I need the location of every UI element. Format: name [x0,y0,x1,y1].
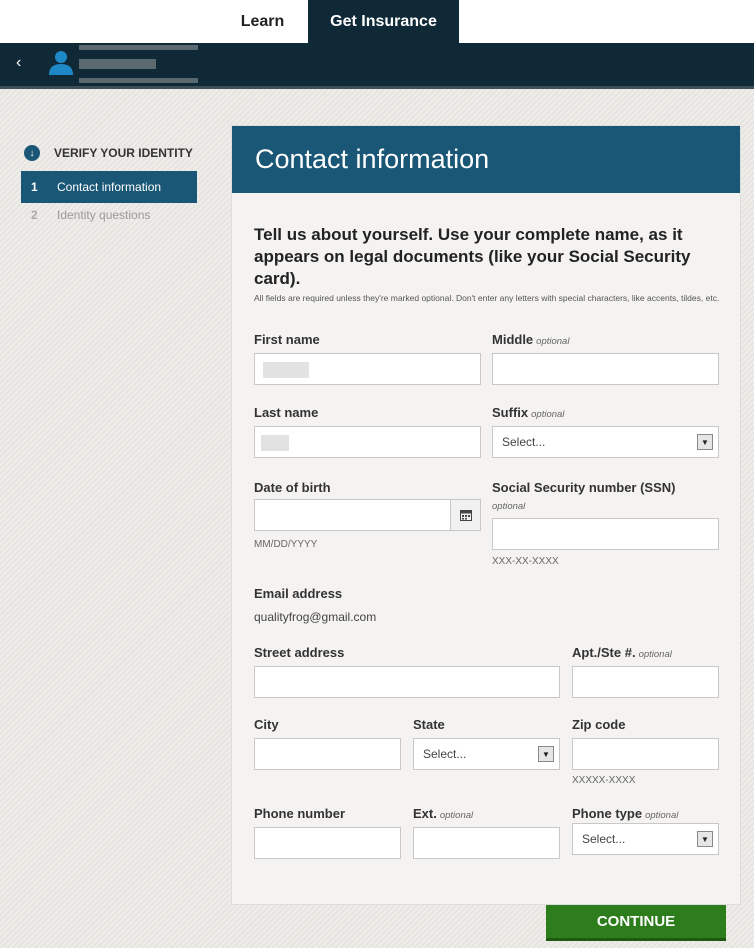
dob-field[interactable] [254,499,451,531]
state-select[interactable] [413,738,560,770]
ext-label: Ext. optional [413,806,474,821]
instructions-note: All fields are required unless they're marked optional. Don't enter any letters with special characters, like accents, tildes, etc. [254,293,720,303]
city-label: City [254,717,279,732]
ssn-label: Social Security number (SSN) [492,480,676,495]
sidebar-item-label: Identity questions [57,208,151,222]
zip-format-hint: XXXXX-XXXX [572,775,636,786]
username-redacted [79,45,198,50]
tab-learn[interactable]: Learn [240,12,285,30]
username-redacted-2 [79,59,156,69]
continue-button[interactable]: CONTINUE [546,905,726,941]
last-name-label: Last name [254,405,319,420]
ssn-optional-tag: optional [492,501,526,512]
tab-get-insurance[interactable]: Get Insurance [308,0,459,43]
city-field[interactable] [254,738,401,770]
state-select-value: Select... [423,747,467,761]
suffix-select-value: Select... [502,435,546,449]
step-number: 1 [31,180,38,194]
ssn-format-hint: XXX-XX-XXXX [492,556,559,567]
street-address-field[interactable] [254,666,560,698]
dropdown-arrow-icon: ▼ [697,831,713,847]
email-value: qualityfrog@gmail.com [254,610,377,624]
suffix-select[interactable] [492,426,719,458]
phone-number-field[interactable] [254,827,401,859]
phone-type-select[interactable] [572,823,719,855]
download-arrow-icon: ↓ [24,145,40,161]
zip-label: Zip code [572,717,626,732]
phone-number-label: Phone number [254,806,346,821]
last-name-field[interactable] [254,426,481,458]
phone-type-label: Phone type optional [572,806,679,821]
sidebar-item-label: Contact information [57,180,162,194]
contact-form-card [231,125,741,905]
username-redacted-3 [79,78,198,83]
email-label: Email address [254,586,343,601]
dropdown-arrow-icon: ▼ [697,434,713,450]
suffix-label: Suffix optional [492,405,565,420]
dob-format-hint: MM/DD/YYYY [254,539,318,550]
first-name-field[interactable] [254,353,481,385]
phone-type-select-value: Select... [582,832,626,846]
ext-field[interactable] [413,827,560,859]
step-number: 2 [31,208,38,222]
middle-name-label: Middle optional [492,332,570,347]
sidebar-section-title [24,145,193,161]
sidebar-item-contact-information[interactable] [21,171,197,203]
zip-field[interactable] [572,738,719,770]
ssn-field[interactable] [492,518,719,550]
page-title: Contact information [232,126,740,193]
dropdown-arrow-icon: ▼ [538,746,554,762]
user-bar [0,43,754,89]
intro-text: Tell us about yourself. Use your complete name, as it appears on legal documents (like your Social Security card). [254,225,691,288]
apt-label: Apt./Ste #. optional [572,645,672,660]
first-name-label: First name [254,332,320,347]
street-address-label: Street address [254,645,345,660]
apt-field[interactable] [572,666,719,698]
user-icon [47,49,75,75]
middle-name-field[interactable] [492,353,719,385]
dob-label: Date of birth [254,480,331,495]
calendar-button[interactable] [450,499,481,531]
sidebar-section-label: VERIFY YOUR IDENTITY [54,146,193,160]
top-nav [0,0,754,43]
sidebar-item-identity-questions[interactable] [21,204,197,226]
state-label: State [413,717,445,732]
calendar-icon [460,509,472,521]
back-chevron-icon[interactable]: ‹ [16,54,22,71]
